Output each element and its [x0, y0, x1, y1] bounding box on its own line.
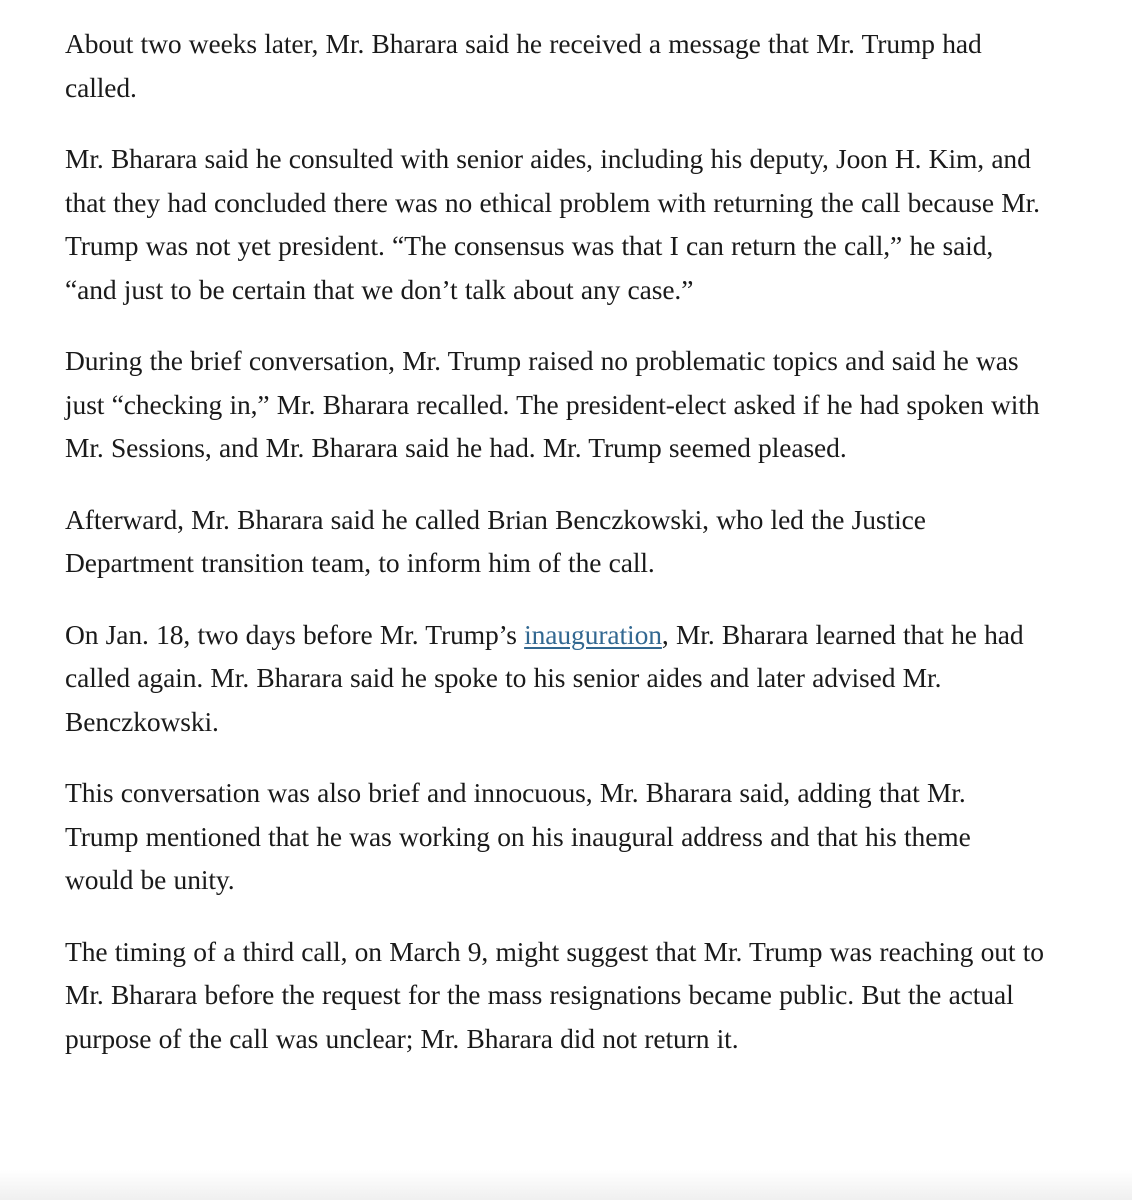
article-paragraph-with-link — [65, 613, 1045, 744]
article-paragraph: During the brief conversation, Mr. Trump raised no problematic topics and said he was just “checking in,” Mr. Bharara recalled. The president-elect asked if he had spoken with Mr. Sessions, and Mr. Bharara said he had. Mr. Trump seemed pleased. — [65, 345, 1040, 463]
article-body — [65, 22, 1045, 1088]
article-paragraph: The timing of a third call, on March 9, might suggest that Mr. Trump was reaching out to Mr. Bharara before the request for the mass resignations became public. But the actual purpose of the call was unclear; Mr. Bharara did not return it. — [65, 935, 1044, 1054]
paragraph-text-before-link: On Jan. 18, two days before Mr. Trump’s — [65, 618, 525, 650]
inauguration-link[interactable]: inauguration — [524, 618, 662, 650]
article-paragraph: Mr. Bharara said he consulted with senior aides, including his deputy, Joon H. Kim, and that they had concluded there was no ethical problem with returning the call because Mr. Trump was not yet president. “The consensus was that I can return the call,” he said, “and just to be certain that we don’t talk about any case.” — [65, 143, 1040, 305]
bottom-fade — [0, 1170, 1132, 1200]
paragraph-text-after-link: , Mr. Bharara learned that he had called again. Mr. Bharara said he spoke to his senior aides and later advised Mr. Benczkowski. — [65, 618, 1024, 737]
article-paragraph: This conversation was also brief and innocuous, Mr. Bharara said, adding that Mr. Trump mentioned that he was working on his inaugural address and that his theme would be unity. — [65, 777, 971, 895]
article-paragraph: About two weeks later, Mr. Bharara said he received a message that Mr. Trump had called. — [65, 28, 982, 103]
article-paragraph: Afterward, Mr. Bharara said he called Brian Benczkowski, who led the Justice Department transition team, to inform him of the call. — [65, 503, 926, 578]
